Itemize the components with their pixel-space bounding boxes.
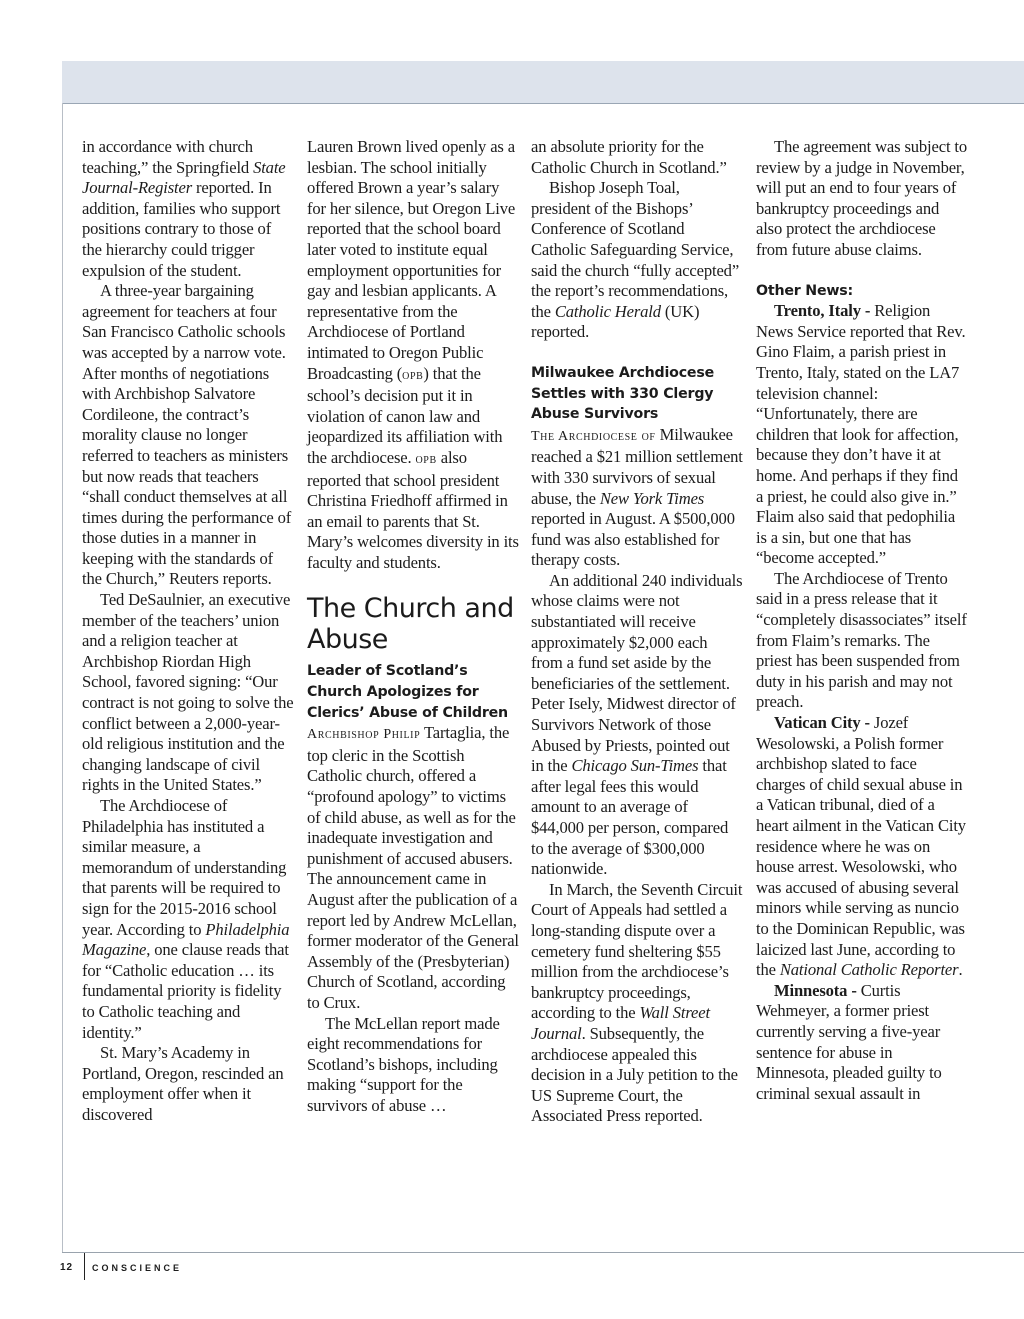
col1-paragraph-3: Ted DeSaulnier, an executive member of the teachers’ union and a religion teacher at Archbishop Riordan High School, favored signing: “Our contract is not going to solve the conflict between a 2,000-year-old religious institution and the changing landscape of civil rights in the United States.” bbox=[82, 590, 294, 795]
col3-paragraph-2: Bishop Joseph Toal, president of the Bishops’ Conference of Scotland Catholic Safeguarding Service, said the church “fully accepted” the report’s recommendations, the Catholic Herald (UK) reported. bbox=[531, 178, 740, 342]
col4-paragraph-3: The Archdiocese of Trento said in a press release that it “completely disassociates” itself from Flaim’s remarks. The priest has been suspended from duty in his parish and may not preach. bbox=[756, 568, 967, 712]
col4-paragraph-1: The agreement was subject to review by a judge in November, will put an end to four years of bankruptcy proceedings and also protect the archdiocese from future abuse claims. bbox=[756, 137, 968, 259]
section-title: The Church and Abuse bbox=[307, 593, 514, 656]
magazine-name: CONSCIENCE bbox=[92, 1263, 183, 1273]
col4-paragraph-2: Trento, Italy - Religion News Service reported that Rev. Gino Flaim, a parish priest in Trento, Italy, stated on the LA7 television channel: “Unfortunately, there are children that look for affection, because they don’t have it at home. And perhaps if they find a priest, he could also give in.” Flaim also said that pedophilia is a sin, but one that has “become accepted.” bbox=[756, 301, 966, 568]
col4-paragraph-4: Vatican City - Jozef Wesolowski, a Polish former archbishop slated to face charges of child sexual abuse in a Vatican tribunal, died of a heart ailment in the Vatican City residence where he was on house arrest. Wesolowski, who was accused of abusing several minors while serving as nuncio to the Dominican Republic, was laicized last June, according to the National Catholic Reporter. bbox=[756, 713, 966, 980]
left-margin-rule bbox=[62, 103, 63, 1253]
col2-paragraph-2: Archbishop Philip Tartaglia, the top cleric in the Scottish Catholic church, offered a “profound apology” to victims of child abuse, as well as for the inadequate investigation and punishment of accused abusers. The announcement came in August after the publication of a report led by Andrew McLellan, former moderator of the General Assembly of the (Presbyterian) Church of Scotland, according to Crux. bbox=[307, 723, 519, 1012]
col1-paragraph-4: The Archdiocese of Philadelphia has instituted a similar measure, a memorandum of understanding that parents will be required to sign for the 2015-2016 school year. According to Philadelphia Magazine, one clause reads that for “Catholic education … its fundamental priority is fidelity to Catholic teaching and identity.” bbox=[82, 796, 290, 1042]
header-band bbox=[62, 61, 1024, 104]
col4-paragraph-5: Minnesota - Curtis Wehmeyer, a former priest currently serving a five-year sentence for abuse in Minnesota, pleaded guilty to criminal sexual assault in bbox=[756, 980, 942, 1103]
col2-paragraph-1: Lauren Brown lived openly as a lesbian. The school initially offered Brown a year’s salary for her silence, but Oregon Live reported that the school board later voted to institute equal employment opportunities for gay and lesbian applicants. A representative from the Archdiocese of Portland intimated to Oregon Public Broadcasting (opb) that the school’s decision put it in violation of canon law and jeopardized its affiliation with the archdiocese. opb also reported that school president Christina Friedhoff affirmed in an email to parents that St. Mary’s welcomes diversity in its faculty and students. bbox=[307, 137, 519, 572]
col2-paragraph-3: The McLellan report made eight recommendations for Scotland’s bishops, including making “support for the survivors of abuse … bbox=[307, 1013, 500, 1115]
footer-separator bbox=[84, 1253, 85, 1280]
col3-paragraph-5: In March, the Seventh Circuit Court of Appeals had settled a long-standing dispute over a cemetery fund sheltering $55 million from the archdiocese’s bankruptcy proceedings, according to the Wall Street Journal. Subsequently, the archdiocese appealed this decision in a July petition to the US Supreme Court, the Associated Press reported. bbox=[531, 879, 743, 1126]
footer-rule bbox=[62, 1252, 1024, 1253]
column-2 bbox=[307, 137, 519, 1117]
scotland-subhead: Leader of Scotland’s Church Apologizes for Clerics’ Abuse of Children bbox=[307, 663, 508, 721]
col3-paragraph-3: The Archdiocese of Milwaukee reached a $21 million settlement with 330 survivors of sexual abuse, the New York Times reported in August. A $500,000 fund was also established for therapy costs. bbox=[531, 424, 743, 570]
milwaukee-subhead: Milwaukee Archdiocese Settles with 330 Clergy Abuse Survivors bbox=[531, 364, 715, 423]
other-news-subhead: Other News: bbox=[756, 282, 854, 299]
column-1 bbox=[82, 137, 294, 1126]
col3-paragraph-1: an absolute priority for the Catholic Church in Scotland.” bbox=[531, 137, 727, 177]
column-3 bbox=[531, 137, 743, 1127]
page-number: 12 bbox=[60, 1262, 74, 1273]
col1-paragraph-5: St. Mary’s Academy in Portland, Oregon, rescinded an employment offer when it discovered bbox=[82, 1043, 284, 1124]
col3-paragraph-4: An additional 240 individuals whose claims were not substantiated will receive approximately $2,000 each from a fund set aside by the beneficiaries of the settlement. Peter Isely, Midwest director of Survivors Network of those Abused by Priests, pointed out in the Chicago Sun-Times that after legal fees this would amount to an average of $44,000 per person, compared to the average of $300,000 nationwide. bbox=[531, 570, 743, 879]
column-4 bbox=[756, 137, 968, 1104]
col1-paragraph-2: A three-year bargaining agreement for teachers at four San Francisco Catholic schools was accepted by a narrow vote. After months of negotiations with Archbishop Salvatore Cordileone, the contract’s morality clause no longer referred to teachers as ministers but now reads that teachers “shall conduct themselves at all times during the performance of those duties in a manner in keeping with the standards of the Church,” Reuters reports. bbox=[82, 281, 292, 589]
col1-paragraph-1: in accordance with church teaching,” the Springfield State Journal-Register reported. In addition, families who support positions contrary to those of the hierarchy could trigger expulsion of the student. bbox=[82, 137, 286, 280]
